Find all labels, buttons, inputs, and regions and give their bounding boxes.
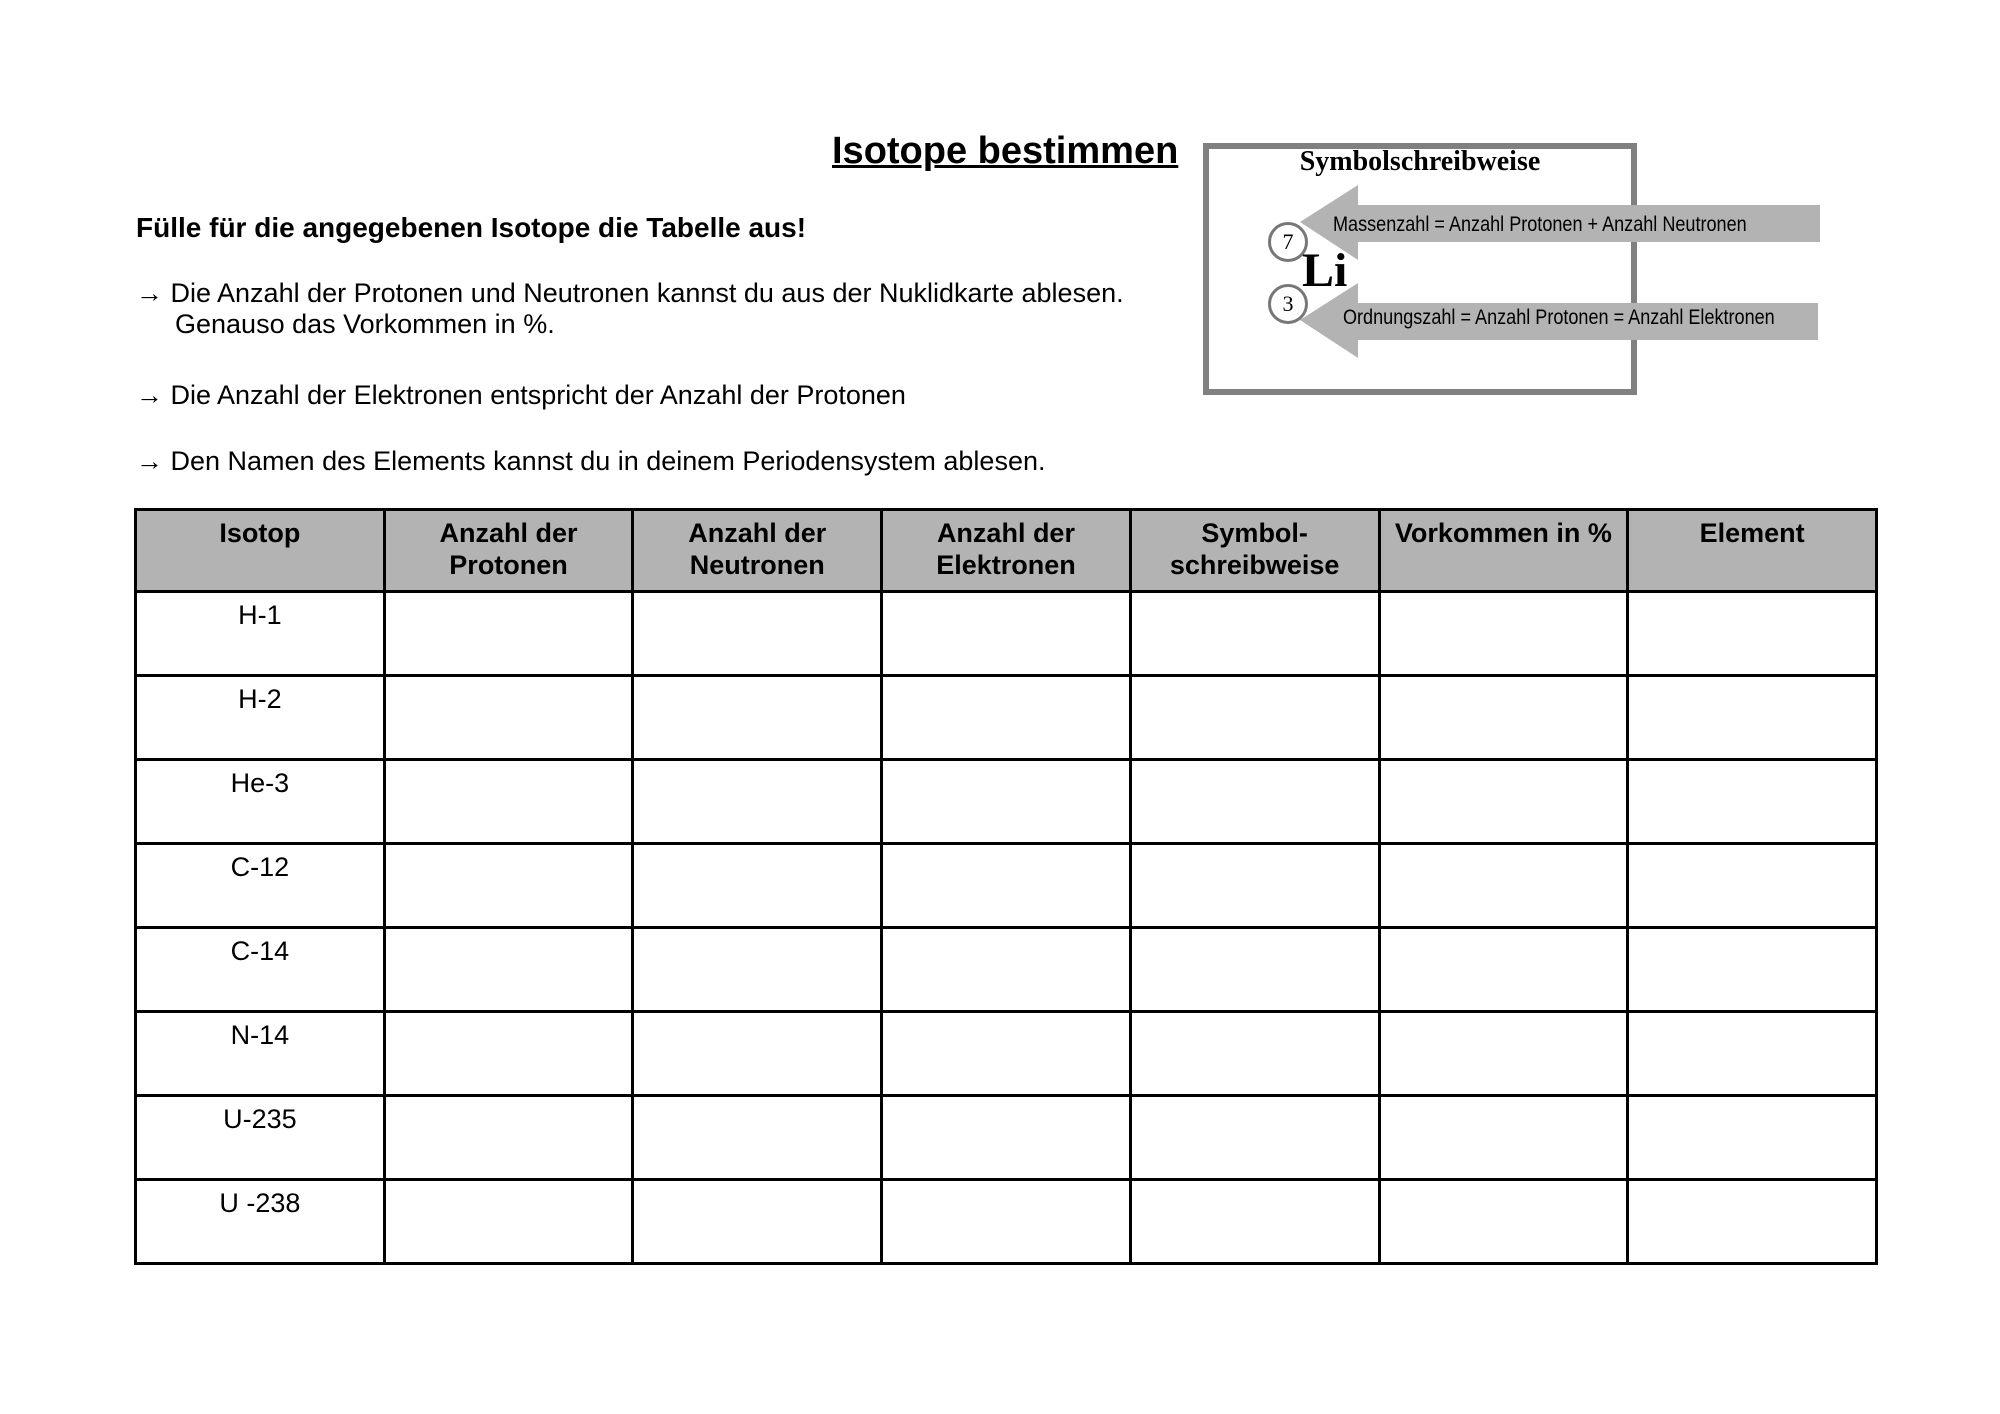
neutrons-cell[interactable] [633,676,882,760]
page-title: Isotope bestimmen [832,130,1179,172]
table-row [136,676,1877,760]
table-row [136,1096,1877,1180]
occurrence-cell[interactable] [1379,676,1628,760]
column-header-electrons: Anzahl der Elektronen [882,510,1131,592]
isotope-cell: C-12 [136,844,385,928]
table-row [136,844,1877,928]
element-cell[interactable] [1628,760,1877,844]
electrons-cell[interactable] [882,928,1131,1012]
protons-cell[interactable] [384,592,633,676]
electrons-cell[interactable] [882,592,1131,676]
element-cell[interactable] [1628,676,1877,760]
isotope-cell: He-3 [136,760,385,844]
occurrence-cell[interactable] [1379,1096,1628,1180]
instructions-heading: Fülle für die angegebenen Isotope die Tabelle aus! [136,212,807,243]
protons-cell[interactable] [384,760,633,844]
symbol-notation-cell[interactable] [1130,760,1379,844]
table-row [136,592,1877,676]
column-header-neutrons: Anzahl der Neutronen [633,510,882,592]
electrons-cell[interactable] [882,760,1131,844]
element-symbol: Li [1302,244,1348,297]
protons-cell[interactable] [384,844,633,928]
electrons-cell[interactable] [882,844,1131,928]
element-cell[interactable] [1628,928,1877,1012]
electrons-cell[interactable] [882,1096,1131,1180]
protons-cell[interactable] [384,1096,633,1180]
atomic-number-circle: 3 [1268,284,1308,324]
symbol-notation-cell[interactable] [1130,1012,1379,1096]
neutrons-cell[interactable] [633,1180,882,1264]
protons-cell[interactable] [384,1012,633,1096]
occurrence-cell[interactable] [1379,1012,1628,1096]
occurrence-cell[interactable] [1379,760,1628,844]
notation-arrows [1300,180,1820,370]
column-header-occurrence: Vorkommen in % [1379,510,1628,592]
neutrons-cell[interactable] [633,928,882,1012]
electrons-cell[interactable] [882,676,1131,760]
table-header-row [136,510,1877,592]
protons-cell[interactable] [384,1180,633,1264]
neutrons-cell[interactable] [633,760,882,844]
symbol-notation-cell[interactable] [1130,1096,1379,1180]
occurrence-cell[interactable] [1379,844,1628,928]
occurrence-cell[interactable] [1379,592,1628,676]
isotope-cell: U -238 [136,1180,385,1264]
isotope-cell: C-14 [136,928,385,1012]
isotope-cell: H-1 [136,592,385,676]
isotope-table [134,508,1878,1265]
table-row [136,1180,1877,1264]
occurrence-cell[interactable] [1379,928,1628,1012]
electrons-cell[interactable] [882,1012,1131,1096]
atomic-number-label: Ordnungszahl = Anzahl Protonen = Anzahl Elektronen [1343,306,1775,329]
isotope-cell: H-2 [136,676,385,760]
isotope-cell: U-235 [136,1096,385,1180]
neutrons-cell[interactable] [633,592,882,676]
table-row [136,760,1877,844]
mass-number-label: Massenzahl = Anzahl Protonen + Anzahl Neutronen [1333,213,1747,236]
element-cell[interactable] [1628,1096,1877,1180]
element-cell[interactable] [1628,592,1877,676]
mass-number-circle: 7 [1268,222,1308,262]
protons-cell[interactable] [384,928,633,1012]
element-cell[interactable] [1628,844,1877,928]
symbol-notation-title: Symbolschreibweise [1299,146,1541,177]
table-row [136,1012,1877,1096]
instruction-element-name: → Den Namen des Elements kannst du in deinem Periodensystem ablesen. [136,446,1046,476]
column-header-symbol-notation: Symbol- schreibweise [1130,510,1379,592]
neutrons-cell[interactable] [633,844,882,928]
column-header-isotope: Isotop [136,510,385,592]
symbol-notation-cell[interactable] [1130,928,1379,1012]
element-cell[interactable] [1628,1012,1877,1096]
symbol-notation-cell[interactable] [1130,844,1379,928]
column-header-protons: Anzahl der Protonen [384,510,633,592]
symbol-notation-cell[interactable] [1130,1180,1379,1264]
symbol-notation-cell[interactable] [1130,676,1379,760]
instruction-nuclide-chart [136,278,1124,340]
column-header-element: Element [1628,510,1877,592]
occurrence-cell[interactable] [1379,1180,1628,1264]
neutrons-cell[interactable] [633,1012,882,1096]
protons-cell[interactable] [384,676,633,760]
instruction-electrons: → Die Anzahl der Elektronen entspricht der Anzahl der Protonen [136,380,906,410]
instruction-line-continued: Genauso das Vorkommen in %. [175,309,555,339]
isotope-cell: N-14 [136,1012,385,1096]
element-cell[interactable] [1628,1180,1877,1264]
table-row [136,928,1877,1012]
electrons-cell[interactable] [882,1180,1131,1264]
instruction-line: → Die Anzahl der Protonen und Neutronen kannst du aus der Nuklidkarte ablesen. [136,278,1124,308]
neutrons-cell[interactable] [633,1096,882,1180]
symbol-notation-cell[interactable] [1130,592,1379,676]
